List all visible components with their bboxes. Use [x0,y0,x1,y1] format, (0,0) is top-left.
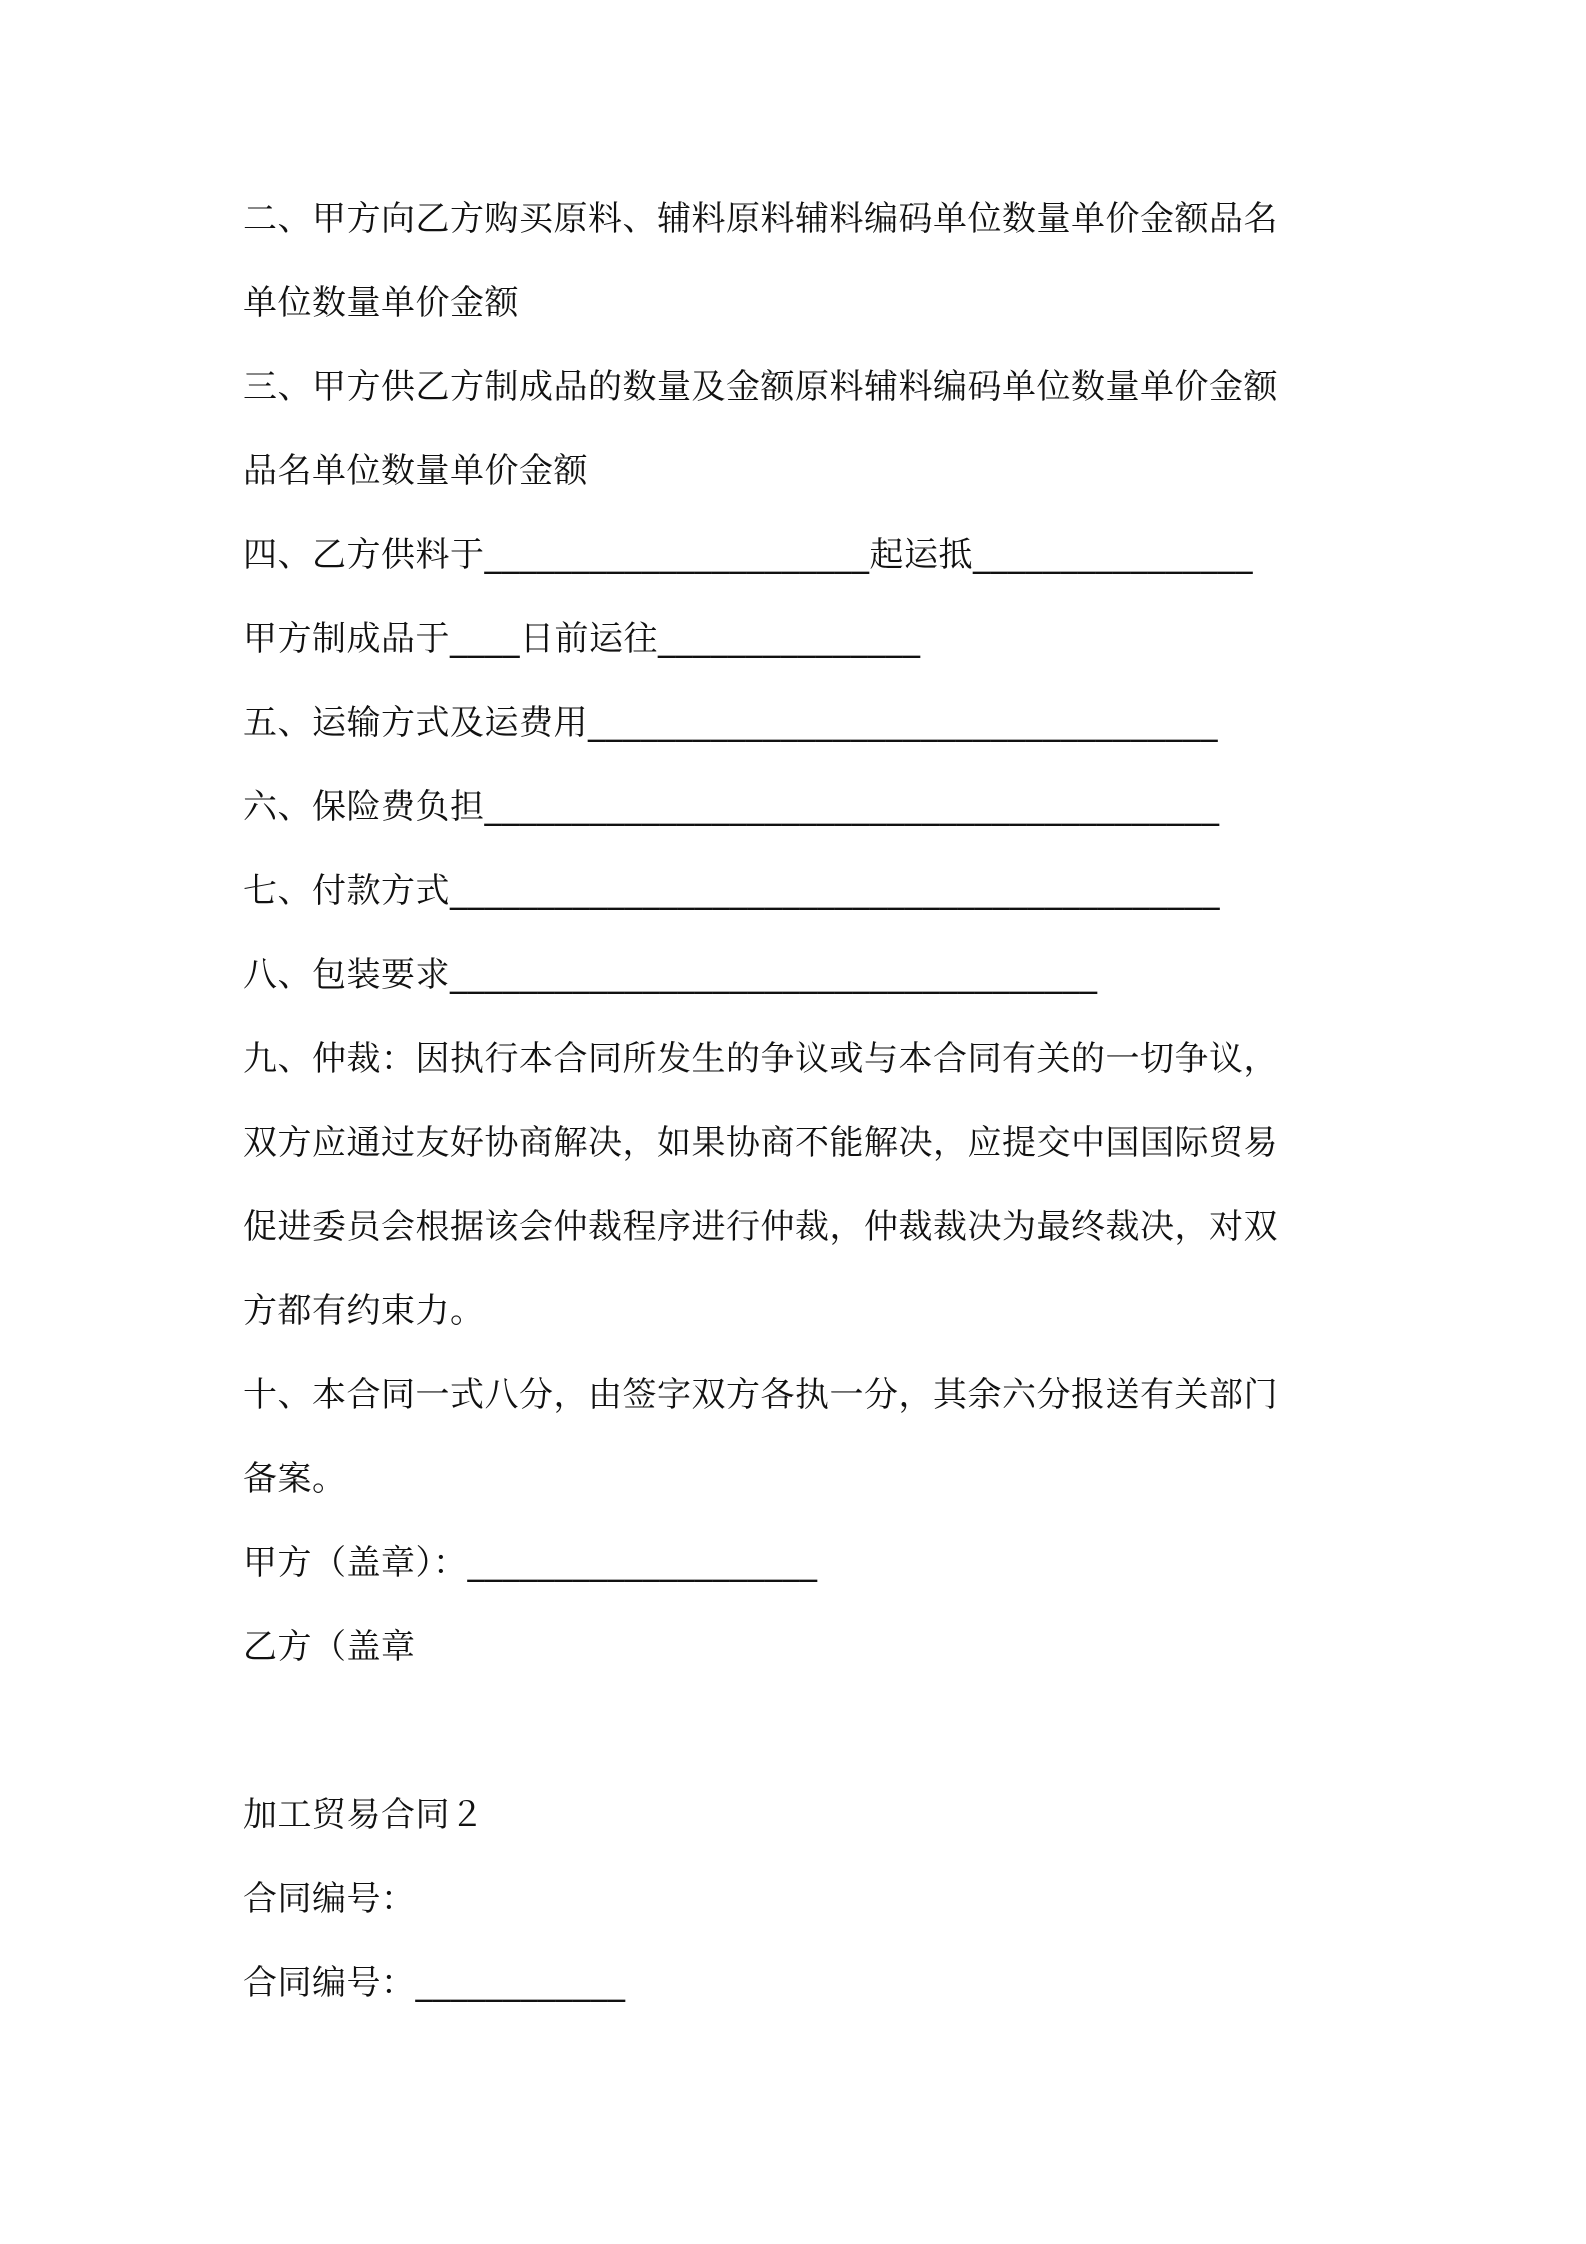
clause-2-line-2: 单位数量单价金额 [243,283,519,323]
clause-3-line-1: 三、甲方供乙方制成品的数量及金额原料辅料编码单位数量单价金额 [243,367,1278,407]
clause-6: 六、保险费负担__________________________________________ [243,787,1220,827]
clause-3-line-2: 品名单位数量单价金额 [243,451,588,491]
clause-9-line-2: 双方应通过友好协商解决，如果协商不能解决，应提交中国国际贸易 [243,1123,1278,1163]
clause-10-line-2: 备案。 [243,1459,347,1499]
clause-4-line-1: 四、乙方供料于______________________起运抵________________ [243,535,1253,575]
clause-5: 五、运输方式及运费用____________________________________ [243,703,1218,743]
clause-9-line-3: 促进委员会根据该会仲裁程序进行仲裁，仲裁裁决为最终裁决，对双 [243,1207,1278,1247]
clause-9-line-1: 九、仲裁：因执行本合同所发生的争议或与本合同有关的一切争议， [243,1039,1278,1079]
clause-7: 七、付款方式____________________________________________ [243,871,1220,911]
clause-9-line-4: 方都有约束力。 [243,1291,485,1331]
clause-10-line-1: 十、本合同一式八分，由签字双方各执一分，其余六分报送有关部门 [243,1375,1278,1415]
clause-4-line-2: 甲方制成品于____日前运往_______________ [243,619,921,659]
contract-2-title: 加工贸易合同２ [243,1795,485,1835]
contract-number-field: 合同编号：____________ [243,1963,626,2003]
clause-8: 八、包装要求_____________________________________ [243,955,1098,995]
party-a-seal-line: 甲方（盖章）：____________________ [243,1543,818,1583]
party-b-seal-line: 乙方（盖章 [243,1627,416,1667]
clause-2-line-1: 二、甲方向乙方购买原料、辅料原料辅料编码单位数量单价金额品名 [243,199,1278,239]
contract-number-label: 合同编号： [243,1879,416,1919]
